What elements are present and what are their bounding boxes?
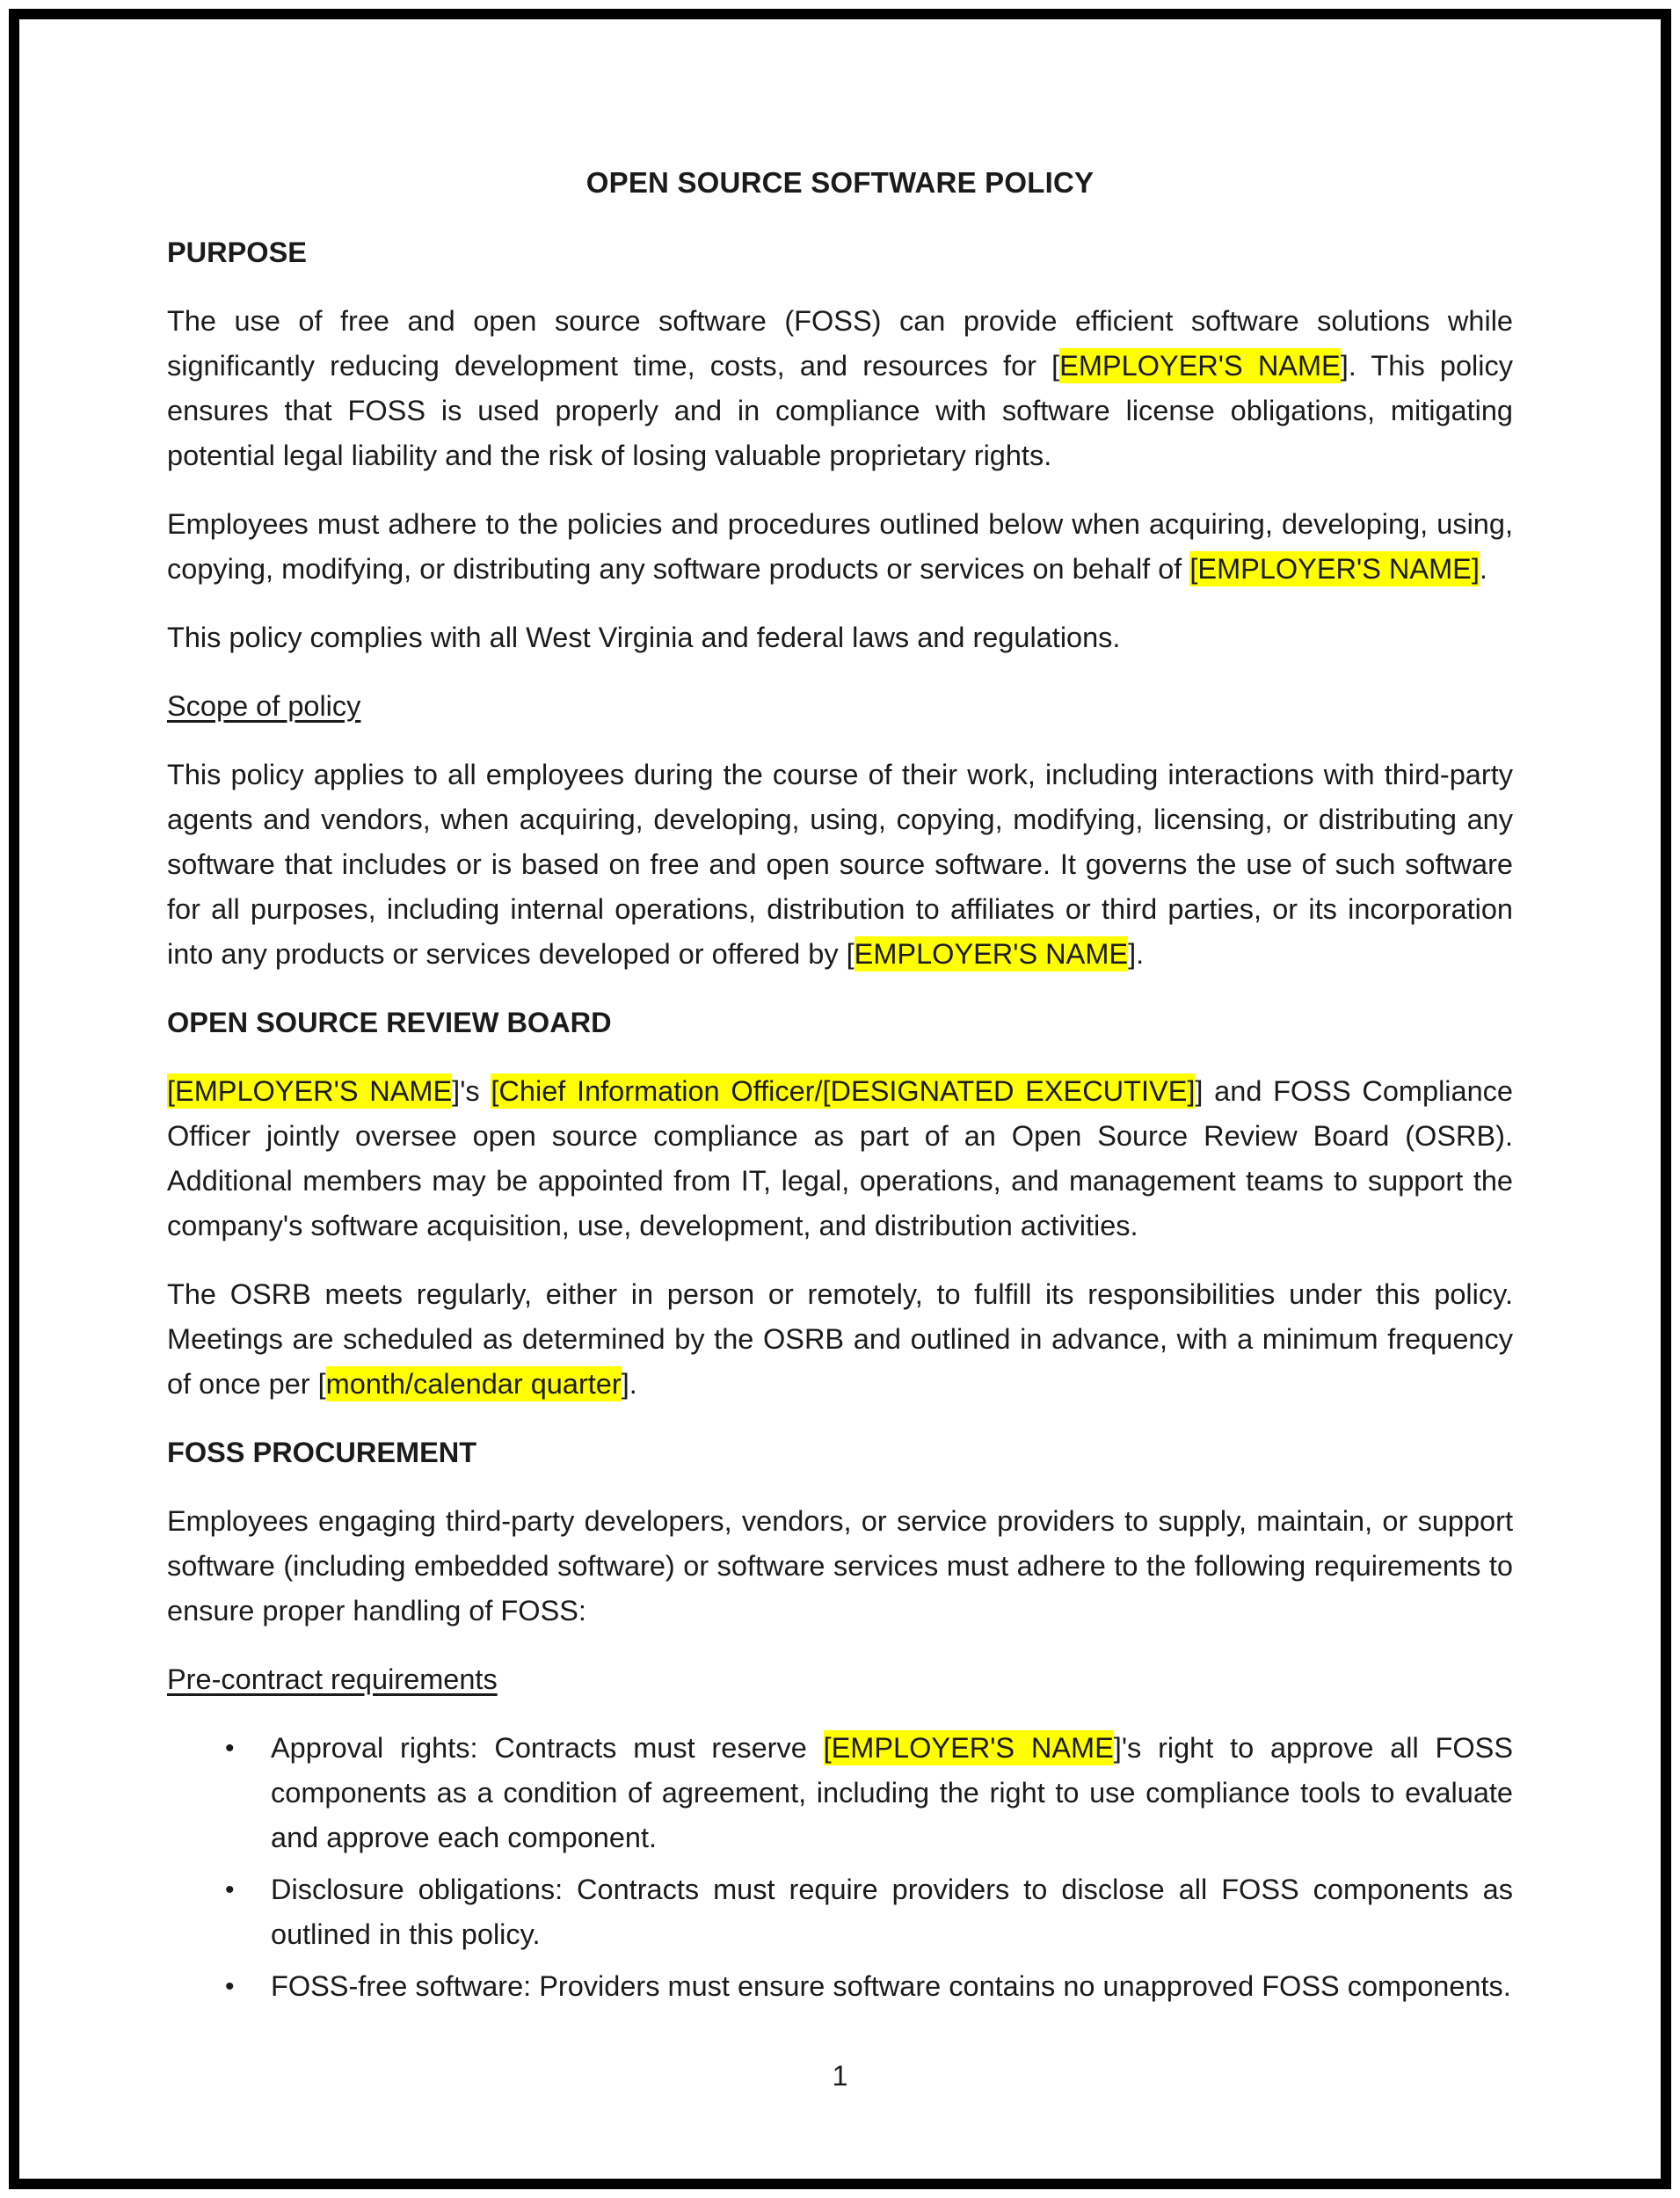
text-run: ] and FOSS Compliance Officer jointly oversee open source compliance as part of an Open Source Review Board (OSRB). Additional members may be appointed from IT, legal, operations, and management teams to support the company's software acquisition, use, development, and distribution activities.	[167, 1075, 1513, 1241]
paragraph	[167, 299, 1513, 478]
section-heading: PURPOSE	[167, 237, 307, 268]
text-run: Disclosure obligations: Contracts must require providers to disclose all FOSS components as outlined in this policy.	[271, 1874, 1513, 1950]
highlighted-placeholder: EMPLOYER'S NAME	[1059, 350, 1341, 382]
text-run: Approval rights: Contracts must reserve	[271, 1732, 824, 1764]
bullet-text	[271, 1726, 1513, 1860]
paragraph	[167, 1272, 1513, 1407]
text-run: This policy applies to all employees during the course of their work, including interactions with third-party agents and vendors, when acquiring, developing, using, copying, modifying, licensing, or distributing any software that includes or is based on free and open source software. It governs the use of such software for all purposes, including internal operations, distribution to affiliates or third parties, or its incorporation into any products or services developed or offered by [	[167, 759, 1513, 970]
bullet-list	[167, 1726, 1513, 2009]
text-run: FOSS-free software: Providers must ensure software contains no unapproved FOSS components.	[271, 1970, 1511, 2002]
page-number: 1	[832, 2060, 848, 2092]
document-content	[167, 160, 1513, 2033]
paragraph	[167, 1069, 1513, 1248]
text-run: Employees must adhere to the policies and procedures outlined below when acquiring, developing, using, copying, modifying, or distributing any software products or services on behalf of	[167, 508, 1513, 585]
text-run: ].	[1128, 938, 1145, 970]
paragraph	[167, 753, 1513, 977]
sub-heading: Scope of policy	[167, 690, 361, 722]
text-run: ]'s right to approve all FOSS components as a condition of agreement, including the right to use compliance tools to evaluate and approve each component.	[271, 1732, 1513, 1853]
highlighted-placeholder: month/calendar quarter	[325, 1368, 622, 1400]
bullet-item	[167, 1867, 1513, 1957]
text-run: ]'s	[452, 1075, 491, 1107]
text-run: ].	[621, 1368, 637, 1400]
highlighted-placeholder: [EMPLOYER'S NAME]	[1189, 553, 1480, 585]
document-body	[167, 230, 1513, 2009]
section-heading: FOSS PROCUREMENT	[167, 1437, 477, 1468]
highlighted-placeholder: [EMPLOYER'S NAME	[167, 1075, 453, 1107]
bullet-icon: •	[225, 1875, 235, 1904]
text-run: The OSRB meets regularly, either in person or remotely, to fulfill its responsibilities under this policy. Meetings are scheduled as determined by the OSRB and outlined in advance, with a minimum frequency of once per [	[167, 1278, 1513, 1400]
text-run: The use of free and open source software (FOSS) can provide efficient software solutions while significantly reducing development time, costs, and resources for [	[167, 305, 1513, 382]
text-run: Employees engaging third-party developers, vendors, or service providers to supply, maintain, or support software (including embedded software) or software services must adhere to the following requirements to ensure proper handling of FOSS:	[167, 1505, 1513, 1627]
highlighted-placeholder: EMPLOYER'S NAME	[854, 938, 1129, 970]
paragraph	[167, 502, 1513, 592]
section-heading: OPEN SOURCE REVIEW BOARD	[167, 1007, 612, 1038]
highlighted-placeholder: [EMPLOYER'S NAME	[823, 1732, 1114, 1764]
sub-heading: Pre-contract requirements	[167, 1663, 498, 1695]
bullet-icon: •	[225, 1734, 235, 1763]
text-run: ]. This policy ensures that FOSS is used properly and in compliance with software license obligations, mitigating potential legal liability and the risk of losing valuable proprietary rights.	[167, 350, 1513, 471]
bullet-item	[167, 1964, 1513, 2009]
bullet-icon: •	[225, 1972, 235, 2001]
paragraph	[167, 1499, 1513, 1634]
bullet-item	[167, 1726, 1513, 1860]
text-run: .	[1479, 553, 1487, 585]
document-page	[9, 9, 1671, 2189]
paragraph	[167, 615, 1513, 660]
highlighted-placeholder: [Chief Information Officer/[DESIGNATED EXECUTIVE]	[491, 1075, 1196, 1107]
text-run: This policy complies with all West Virginia and federal laws and regulations.	[167, 622, 1121, 653]
document-title: OPEN SOURCE SOFTWARE POLICY	[585, 166, 1095, 199]
bullet-text	[271, 1964, 1513, 2009]
bullet-text	[271, 1867, 1513, 1957]
